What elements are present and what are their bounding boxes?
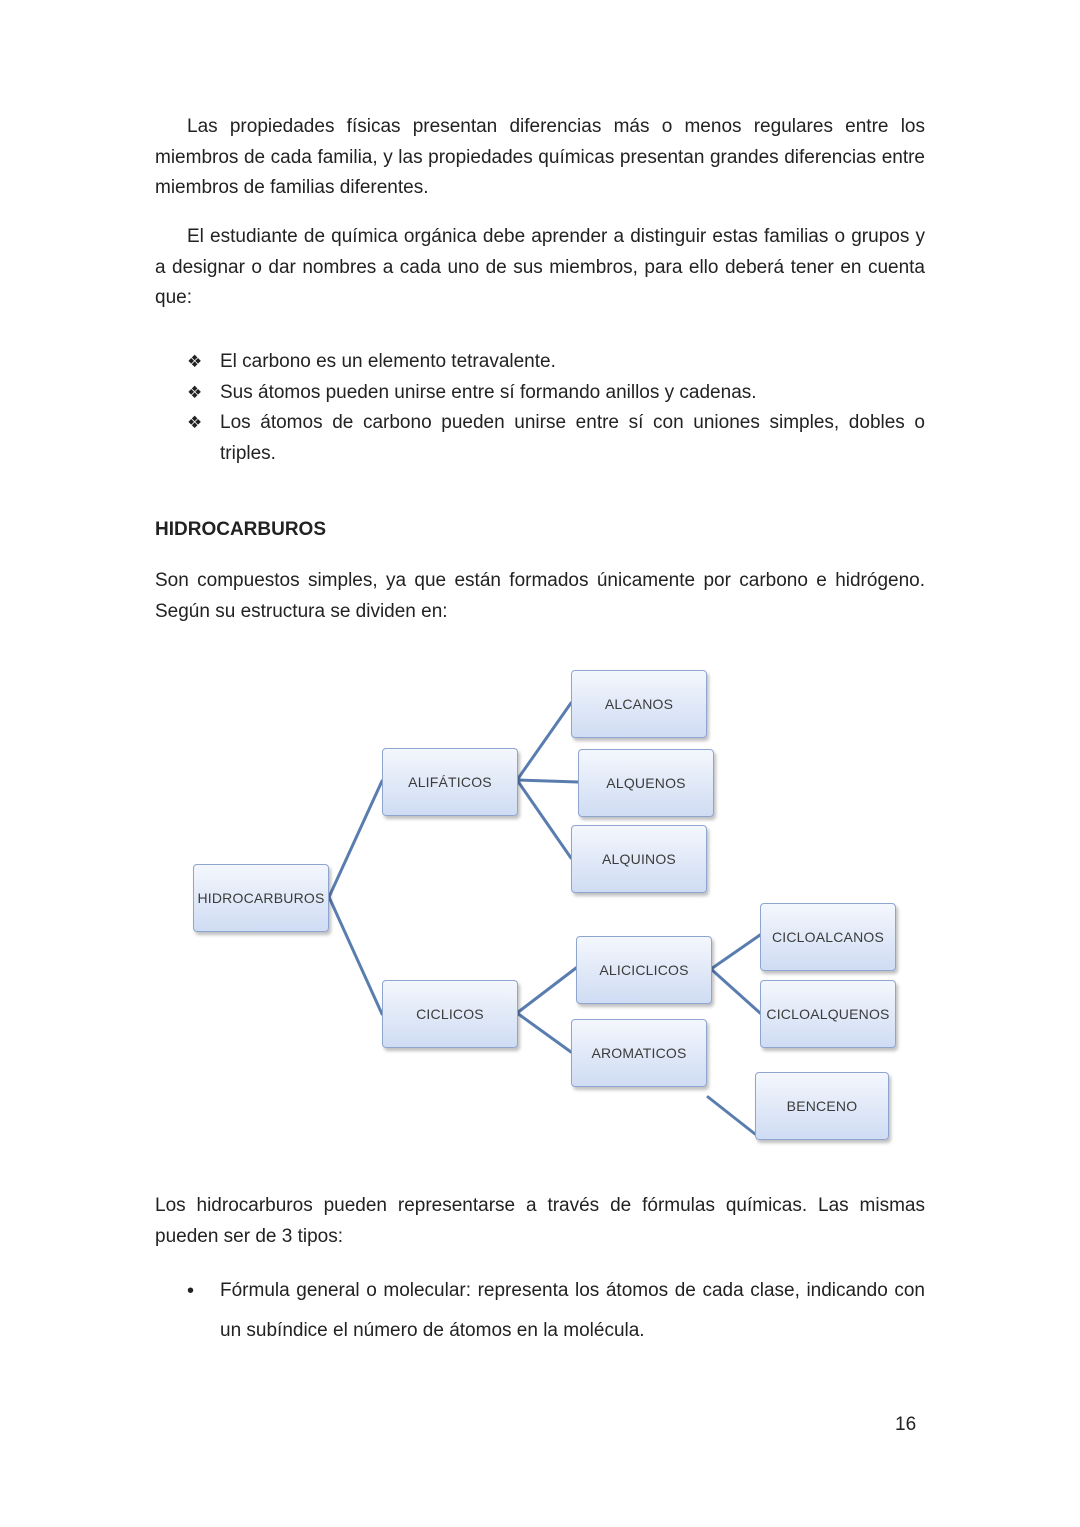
list-item [185, 408, 925, 469]
connector-alifaticos-alquinos [517, 780, 571, 858]
paragraph-student: El estudiante de química orgánica debe aprender a distinguir estas familias o grupos y a designar o dar nombres a cada uno de sus miembros, para ello deberá tener en cuenta que: [155, 226, 925, 308]
connector-root-alifaticos [329, 781, 382, 897]
connector-ciclicos-aliciclicos [517, 968, 576, 1013]
paragraph-hydrocarbons-intro: Son compuestos simples, ya que están formados únicamente por carbono e hidrógeno. Según su estructura se dividen en: [155, 570, 925, 622]
connector-aliciclicos-cicloalcanos [711, 935, 760, 969]
formula-types-list [185, 1271, 925, 1351]
round-bullet-icon: • [187, 1280, 195, 1302]
connector-alifaticos-alquenos [517, 780, 578, 782]
node-cicloalquenos: CICLOALQUENOS [760, 980, 896, 1048]
node-cicloalcanos: CICLOALCANOS [760, 903, 896, 971]
node-hidrocarburos: HIDROCARBUROS [193, 864, 329, 932]
connector-root-ciclicos [329, 897, 382, 1014]
paragraph-formulas: Los hidrocarburos pueden representarse a través de fórmulas químicas. Las mismas pueden ser de 3 tipos: [155, 1195, 925, 1247]
carbon-rules-list [185, 347, 925, 469]
list-item [185, 347, 925, 378]
connector-aliciclicos-cicloalquenos [711, 969, 760, 1013]
diamond-bullet-icon: ❖ [187, 352, 203, 371]
connector-alifaticos-alcanos [517, 703, 571, 780]
node-aromaticos: AROMATICOS [571, 1019, 707, 1087]
connector-aromaticos-benceno [708, 1097, 755, 1134]
node-alcanos: ALCANOS [571, 670, 707, 738]
list-item [185, 1271, 925, 1351]
node-alquinos: ALQUINOS [571, 825, 707, 893]
list-item-text: El carbono es un elemento tetravalente. [220, 351, 556, 372]
paragraph-properties: Las propiedades físicas presentan diferencias más o menos regulares entre los miembros de cada familia, y las propiedades químicas presentan grandes diferencias entre miembros de familias diferentes. [155, 116, 925, 198]
list-item-text: Fórmula general o molecular: representa los átomos de cada clase, indicando con un subíndice el número de átomos en la molécula. [220, 1280, 925, 1341]
list-item-text: Sus átomos pueden unirse entre sí formando anillos y cadenas. [220, 381, 757, 403]
list-item-text: Los átomos de carbono pueden unirse entre sí con uniones simples, dobles o triples. [220, 412, 925, 464]
node-alifaticos: ALIFÁTICOS [382, 748, 518, 816]
node-ciclicos: CICLICOS [382, 980, 518, 1048]
node-benceno: BENCENO [755, 1072, 889, 1140]
page-number: 16 [895, 1414, 917, 1435]
section-heading: HIDROCARBUROS [155, 519, 326, 540]
diamond-bullet-icon: ❖ [187, 413, 203, 432]
node-alquenos: ALQUENOS [578, 749, 714, 817]
list-item [185, 378, 925, 409]
connector-ciclicos-aromaticos [517, 1013, 571, 1052]
diamond-bullet-icon: ❖ [187, 382, 203, 402]
node-aliciclicos: ALICICLICOS [576, 936, 712, 1004]
